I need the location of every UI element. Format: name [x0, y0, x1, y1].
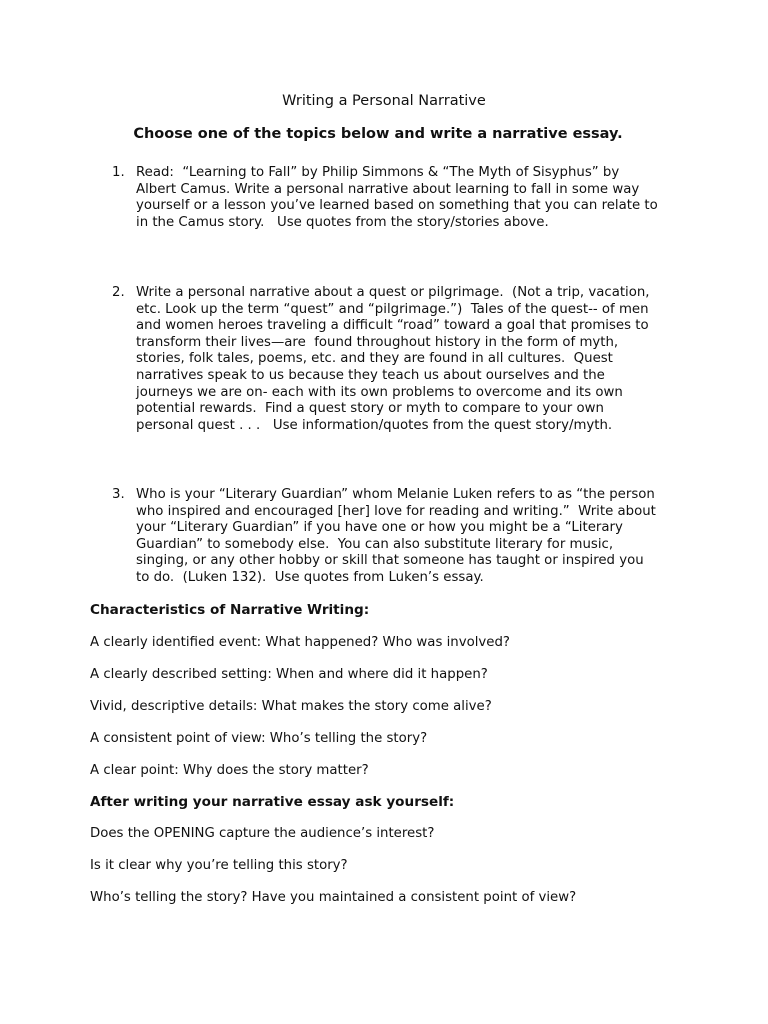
topic-item-1: [112, 165, 692, 231]
topic-text: Write a personal narrative about a quest or pilgrimage. (Not a trip, vacation, etc. Look up the term “quest” and “pilgrimage.”) Tales of the quest-- of men and women heroes traveling a difficult “road” toward a goal that promises to transform their lives—are found throughout history in the form of myth, stories, folk tales, poems, etc. and they are found in all cultures. Quest narratives speak to us because they teach us about ourselves and the journeys we are on- each with its own problems to overcome and its own potential rewards. Find a quest story or myth to compare to your own personal quest . . . Use information/quotes from the quest story/myth.: [136, 285, 650, 433]
page-title: Writing a Personal Narrative: [282, 93, 486, 109]
topic-item-2: [112, 285, 692, 434]
topic-number: 1.: [112, 165, 125, 180]
topic-text: Read: “Learning to Fall” by Philip Simmons & “The Myth of Sisyphus” by Albert Camus. Write a personal narrative about learning to fall in some way yourself or a lesson you’ve learned based on something that you can relate to in the Camus story. Use quotes from the story/stories above.: [136, 165, 658, 230]
topic-number: 2.: [112, 285, 125, 300]
characteristic-item: A clearly described setting: When and where did it happen?: [90, 667, 488, 682]
characteristic-item: A clearly identified event: What happened? Who was involved?: [90, 635, 510, 650]
topic-text: Who is your “Literary Guardian” whom Melanie Luken refers to as “the person who inspired and encouraged [her] love for reading and writing.” Write about your “Literary Guardian” if you have one or how you might be a “Literary Guardian” to somebody else. You can also substitute literary for music, singing, or any other hobby or skill that someone has taught or inspired you to do. (Luken 132). Use quotes from Luken’s essay.: [136, 487, 656, 585]
question-item: Is it clear why you’re telling this story?: [90, 858, 348, 873]
page-subtitle: Choose one of the topics below and write a narrative essay.: [133, 126, 623, 142]
questions-heading: After writing your narrative essay ask yourself:: [90, 794, 455, 810]
topic-item-3: [112, 487, 692, 587]
question-item: Does the OPENING capture the audience’s interest?: [90, 826, 435, 841]
characteristic-item: A clear point: Why does the story matter?: [90, 763, 369, 778]
characteristic-item: A consistent point of view: Who’s telling the story?: [90, 731, 428, 746]
question-item: Who’s telling the story? Have you maintained a consistent point of view?: [90, 890, 577, 905]
characteristic-item: Vivid, descriptive details: What makes the story come alive?: [90, 699, 492, 714]
topic-number: 3.: [112, 487, 125, 502]
characteristics-heading: Characteristics of Narrative Writing:: [90, 602, 370, 618]
